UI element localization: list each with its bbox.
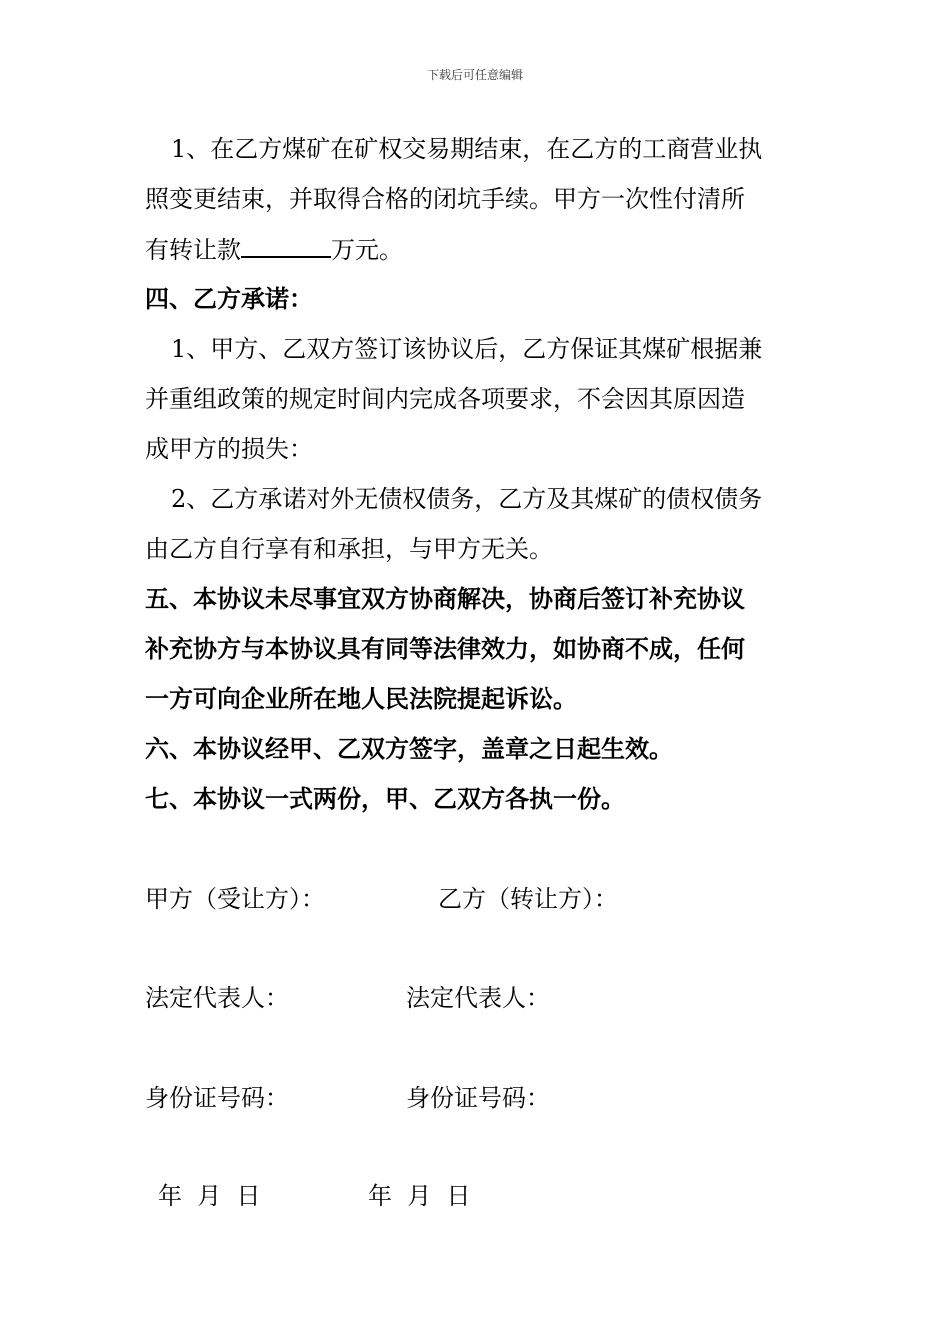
date-b: 年 月 日: [368, 1182, 471, 1210]
party-b-label: 乙方（转让方）：: [438, 885, 618, 913]
clause7: 七、本协议一式两份，甲、乙双方各执一份。: [145, 784, 625, 813]
rep-b-label: 法定代表人：: [406, 984, 550, 1012]
clause3-item1-line3: [145, 234, 403, 264]
date-a: 年 月 日: [158, 1182, 261, 1210]
amount-blank: [241, 234, 331, 258]
clause6: 六、本协议经甲、乙双方签字，盖章之日起生效。: [145, 734, 673, 763]
id-a-label: 身份证号码：: [145, 1084, 289, 1112]
clause3-item1-line3-after: 万元。: [331, 236, 403, 264]
clause3-item1-line3-before: 有转让款: [145, 236, 241, 264]
clause4-heading: 四、乙方承诺：: [145, 284, 313, 313]
clause4-item2-line1: 2、乙方承诺对外无债权债务，乙方及其煤矿的债权债务: [171, 485, 763, 513]
clause4-item1-line3: 成甲方的损失：: [145, 435, 313, 463]
clause3-item1-line1: 1、在乙方煤矿在矿权交易期结束，在乙方的工商营业执: [171, 135, 763, 163]
page-header: 下载后可任意编辑: [426, 68, 523, 82]
clause5-line1: 五、本协议未尽事宜双方协商解决，协商后签订补充协议: [145, 584, 745, 613]
clause5-line2: 补充协方与本协议具有同等法律效力，如协商不成，任何: [145, 634, 745, 663]
rep-a-label: 法定代表人：: [145, 984, 289, 1012]
clause4-item1-line1: 1、甲方、乙双方签订该协议后，乙方保证其煤矿根据兼: [171, 335, 763, 363]
party-a-label: 甲方（受让方）：: [145, 885, 325, 913]
id-b-label: 身份证号码：: [406, 1084, 550, 1112]
clause4-item1-line2: 并重组政策的规定时间内完成各项要求，不会因其原因造: [145, 385, 745, 413]
clause4-item2-line2: 由乙方自行享有和承担，与甲方无关。: [145, 535, 553, 563]
clause3-item1-line2: 照变更结束，并取得合格的闭坑手续。甲方一次性付清所: [145, 185, 745, 213]
clause5-line3: 一方可向企业所在地人民法院提起诉讼。: [145, 684, 577, 713]
